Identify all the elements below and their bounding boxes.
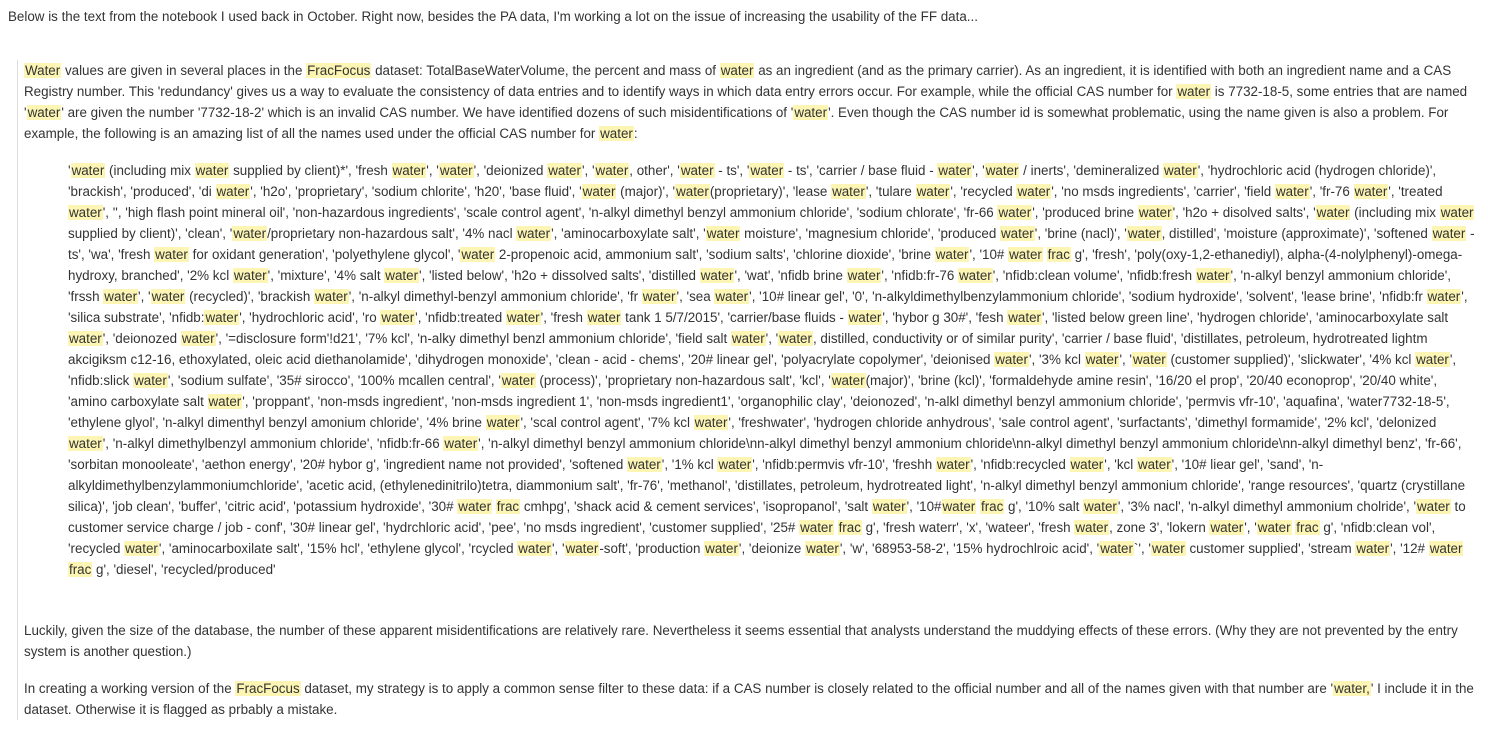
search-highlight: Water [25,63,61,78]
search-highlight: water [779,331,812,346]
search-highlight: FracFocus [307,63,371,78]
search-highlight: water [501,373,535,388]
search-highlight: water [27,105,61,120]
search-highlight: water [565,541,599,556]
search-highlight: water [134,373,167,388]
search-highlight: water [233,226,267,241]
search-highlight: water [1432,226,1466,241]
search-highlight: water [1133,352,1166,367]
search-highlight: water [694,415,728,430]
search-highlight: water [233,268,267,283]
search-highlight: water [1084,499,1117,514]
water-names-list: 'water (including mix water supplied by client)*', 'fresh water', 'water', 'deionized water', 'water, other', 'water - ts', 'water - ts', 'carrier / base fluid - water', 'water / inerts', 'demineralized water', 'hydrochloric acid (hydrogen chloride)', 'brackish', 'produced', 'di water', 'h2o', 'proprietary', 'sodium chlorite', 'h20', 'base fluid', 'water (major)', 'water(proprietary)', 'lease water', 'tulare water', 'recycled water', 'no msds ingredients', 'carrier', 'field water', 'fr-76 water', 'treated water', '', 'high flash point mineral oil', 'non-hazardous ingredients', 'scale control agent', 'n-alkyl dimethyl benzyl ammonium chloride', 'sodium chlorate', 'fr-66 water', 'produced brine water', 'h2o + disolved salts', 'water (including mix water supplied by client)', 'clean', 'water/proprietary non-hazardous salt', '4% nacl water', 'aminocarboxylate salt', 'water moisture', 'magnesium chloride', 'produced water', 'brine (nacl)', 'water, distilled', 'moisture (approximate)', 'softened water - ts', 'wa', 'fresh water for oxidant generation', 'polyethylene glycol', 'water 2-propenoic acid, ammonium salt', 'sodium salts', 'chlorine dioxide', 'brine water', '10# water frac g', 'fresh', 'poly(oxy-1,2-ethanediyl), alpha-(4-nolylphenyl)-omega-hydroxy, branched', '2% kcl water', 'mixture', '4% salt water', 'listed below', 'h2o + dissolved salts', 'distilled water', 'wat', 'nfidb brine water', 'nfidb:fr-76 water', 'nfidb:clean volume', 'nfidb:fresh water', 'n-alkyl benzyl ammonium chloride', 'frssh water', 'water (recycled)', 'brackish water', 'n-alkyl dimethyl-benzyl ammonium chloride', 'fr water', 'sea water', '10# linear gel', '0', 'n-alkyldimethylbenzylammonium chloride', 'sodium hydroxide', 'solvent', 'lease brine', 'nfidb:fr water', 'silica substrate', 'nfidb:water', 'hydrochloric acid', 'ro water', 'nfidb:treated water', 'fresh water tank 1 5/7/2015', 'carrier/base fluids - water', 'hybor g 30#', 'fesh water', 'listed below green line', 'hydrogen chloride', 'aminocarboxylate salt water', 'deionozed water', '=disclosure form'!d21', '7% kcl', 'n-alky dimethyl benzl ammonium chloride', 'field salt water', 'water, distilled, conductivity or of similar purity', 'carrier / base fluid', 'distillates, petroleum, hydrotreated lightm akcigiksm c12-16, ethoxylated, oleic acid diethanolamide', 'dihydrogen monoxide', 'clean - acid - chems', '20# linear gel', 'polyacrylate copolymer', 'deionised water', '3% kcl water', 'water (customer supplied)', 'slickwater', '4% kcl water', 'nfidb:slick water', 'sodium sulfate', '35# sirocco', '100% mcallen central', 'water (process)', 'proprietary non-hazardous salt', 'kcl', 'water(major)', 'brine (kcl)', 'formaldehyde amine resin', '16/20 el prop', '20/40 econoprop', '20/40 white', 'amino carboxylate salt water', 'proppant', 'non-msds ingredient', 'non-msds ingredient 1', 'non-msds ingredient1', 'organophilic clay', 'deionozed', 'n-alkl dimethyl benzyl ammonium chloride', 'permvis vfr-10', 'aquafina', 'water7732-18-5', 'ethylene glyol', 'n-alkyl dimenthyl benzyl amonium chloride', '4% brine water', 'scal control agent', '7% kcl water', 'freshwater', 'hydrogen chloride anhydrous', 'sale control agent', 'surfactants', 'dimethyl formamide', '2% kcl', 'delonized water', 'n-alkyl dimethylbenzyl ammonium chloride', 'nfidb:fr-66 water', 'n-alkyl dimethyl benzyl ammonium chloride\nn-alkyl dimethyl benzyl ammonium chloride\nn-alkyl dimethyl benzyl ammonium chloride\nn-alkyl dimethyl benz', 'fr-66', 'sorbitan monooleate', 'aethon energy', '20# hybor g', 'ingredient name not provided', 'softened water', '1% kcl water', 'nfidb:permvis vfr-10', 'freshh water', 'nfidb:recycled water', 'kcl water', '10# liear gel', 'sand', 'n-alkyldimethylbenzylammoniumchloride', 'acetic acid, (ethylenedinitrilo)tetra, diammonium salt', 'fr-76', 'methanol', 'distillates, petroleum, hydrotreated light', 'n-alkyl dimethyl benzyl ammonium chloride', 'range resources', 'quartz (crystillane silica)', 'job clean', 'buffer', 'citric acid', 'potassium hydroxide', '30# water frac cmhpg', 'shack acid & cement services', 'isopropanol', 'salt water', '10#water frac g', '10% salt water', '3% nacl', 'n-alkyl dimethyl ammonium cholride', 'water to customer service charge / job - conf', '30# linear gel', 'hydrchloric acid', 'pee', 'no msds ingredient', 'customer supplied', '25# water frac g', 'fresh waterr', 'x', 'wateer', 'fresh water, zone 3', 'lokern water', 'water frac g', 'nfidb:clean vol', 'recycled water', 'aminocarboxilate salt', '15% hcl', 'ethylene glycol', 'rcycled water', 'water-soft', 'production water', 'deionize water', 'w', '68953-58-2', '15% hydrochlroic acid', 'water`', 'water customer supplied', 'stream water', '12# water frac g', 'diesel', 'recycled/produced' [68,163,1475,577]
search-highlight: water [1009,247,1042,262]
search-highlight: water [518,541,551,556]
search-highlight: water [444,436,478,451]
search-highlight: water [1137,457,1171,472]
search-highlight: water [935,247,969,262]
search-highlight: water [1085,352,1119,367]
search-highlight: water [1416,352,1449,367]
search-highlight: water [69,205,102,220]
search-highlight: water [595,163,629,178]
search-highlight: frac [1296,520,1319,535]
search-highlight: water [1100,541,1133,556]
search-highlight: water [680,163,714,178]
search-highlight: water [720,63,754,78]
search-highlight: frac [496,499,520,514]
search-highlight: FracFocus [236,681,300,696]
search-highlight: water [995,352,1028,367]
search-highlight: water [439,163,473,178]
search-highlight: water [731,331,765,346]
search-highlight: water [506,310,540,325]
search-highlight: water [1151,541,1185,556]
search-highlight: water [832,184,865,199]
search-highlight: water [1138,205,1172,220]
search-highlight: water [104,289,138,304]
search-highlight: water [69,331,102,346]
search-highlight: frac [838,520,861,535]
search-highlight: water [582,184,616,199]
search-highlight: water [1001,226,1034,241]
search-highlight: water [700,268,734,283]
search-highlight: water [872,499,906,514]
search-highlight: water [1427,289,1461,304]
search-highlight: water [936,457,970,472]
search-highlight: water [181,331,215,346]
search-highlight: water [151,289,185,304]
search-highlight: water [1440,205,1474,220]
search-highlight: water [642,289,676,304]
search-highlight: water [715,289,749,304]
search-highlight: water [1275,184,1309,199]
search-highlight: frac [1047,247,1070,262]
search-highlight: water [600,126,633,141]
search-highlight: water, [1334,681,1370,696]
search-highlight: water [1356,541,1390,556]
search-highlight: water [916,184,950,199]
search-highlight: water [392,163,426,178]
search-highlight: water [486,415,520,430]
search-highlight: water [800,520,833,535]
search-highlight: water [71,163,105,178]
search-highlight: water [155,247,188,262]
intro-paragraph: Below is the text from the notebook I used back in October. Right now, besides the PA data, I'm working a lot on the issue of increasing the usability of the FF data... [8,9,978,24]
quoted-notebook-block [17,60,1482,720]
search-highlight: water [705,541,738,556]
search-highlight: water [385,268,419,283]
search-highlight: water [718,457,752,472]
search-highlight: water [628,457,661,472]
search-highlight: water [1017,184,1051,199]
search-highlight: water [750,163,784,178]
search-highlight: water [208,394,242,409]
search-highlight: water [794,105,828,120]
search-highlight: water [216,184,250,199]
search-highlight: water [706,226,740,241]
search-highlight: water [205,310,239,325]
search-highlight: frac [980,499,1004,514]
search-highlight: water [315,289,348,304]
search-highlight: water [1417,499,1450,514]
search-highlight: water [1257,520,1291,535]
misidentification-paragraph: Luckily, given the size of the database, the number of these apparent misidentifications are relatively rare. Nevertheless it seems essential that analysts understand the muddying effects of these errors. (Why they are not prevented by the entry system is another question.) [24,623,1458,659]
search-highlight: water [942,499,976,514]
search-highlight: water [847,268,881,283]
search-highlight: water [1354,184,1388,199]
search-highlight: water [125,541,158,556]
search-highlight: water [1008,310,1041,325]
water-values-paragraph: Water values are given in several places in the FracFocus dataset: TotalBaseWaterVolume, the percent and mass of water as an ingredient (and as the primary carrier). As an ingredient, it is identified with both an ingredient name and a CAS Registry number. This 'redundancy' gives us a way to evaluate the consistency of data entries and to identify ways in which data entry errors occur. For example, while the official CAS number for water is 7732-18-5, some entries that are named 'water' are given the number '7732-18-2' which is an invalid CAS number. We have identified dozens of such misidentifications of 'water'. Even though the CAS number id is somewhat problematic, using the name given is also a problem. For example, the following is an amazing list of all the names used under the official CAS number for water: [24,63,1468,141]
search-highlight: water [1429,541,1463,556]
search-highlight: water [195,163,229,178]
search-highlight: water [461,247,495,262]
search-highlight: water [587,310,621,325]
search-highlight: water [806,541,839,556]
search-highlight: frac [69,562,92,577]
search-highlight: water [1164,163,1197,178]
search-highlight: water [1316,205,1350,220]
search-highlight: water [938,163,972,178]
search-highlight: water [69,436,102,451]
search-highlight: water [998,205,1032,220]
search-highlight: water [1070,457,1104,472]
search-highlight: water [458,499,492,514]
search-highlight: water [1177,84,1211,99]
search-highlight: water [517,226,551,241]
search-highlight: water [1196,268,1230,283]
search-highlight: water [1127,226,1161,241]
search-highlight: water [985,163,1019,178]
filter-strategy-paragraph: In creating a working version of the FracFocus dataset, my strategy is to apply a common sense filter to these data: if a CAS number is closely related to the official number and all of the names given with that number are 'water,' I include it in the dataset. Otherwise it is flagged as prbably a mistake. [24,681,1474,717]
search-highlight: water [548,163,581,178]
search-highlight: water [1075,520,1109,535]
search-highlight: water [676,184,709,199]
search-highlight: water [959,268,992,283]
search-highlight: water [1210,520,1244,535]
search-highlight: water [848,310,882,325]
search-highlight: water [831,373,865,388]
search-highlight: water [381,310,415,325]
